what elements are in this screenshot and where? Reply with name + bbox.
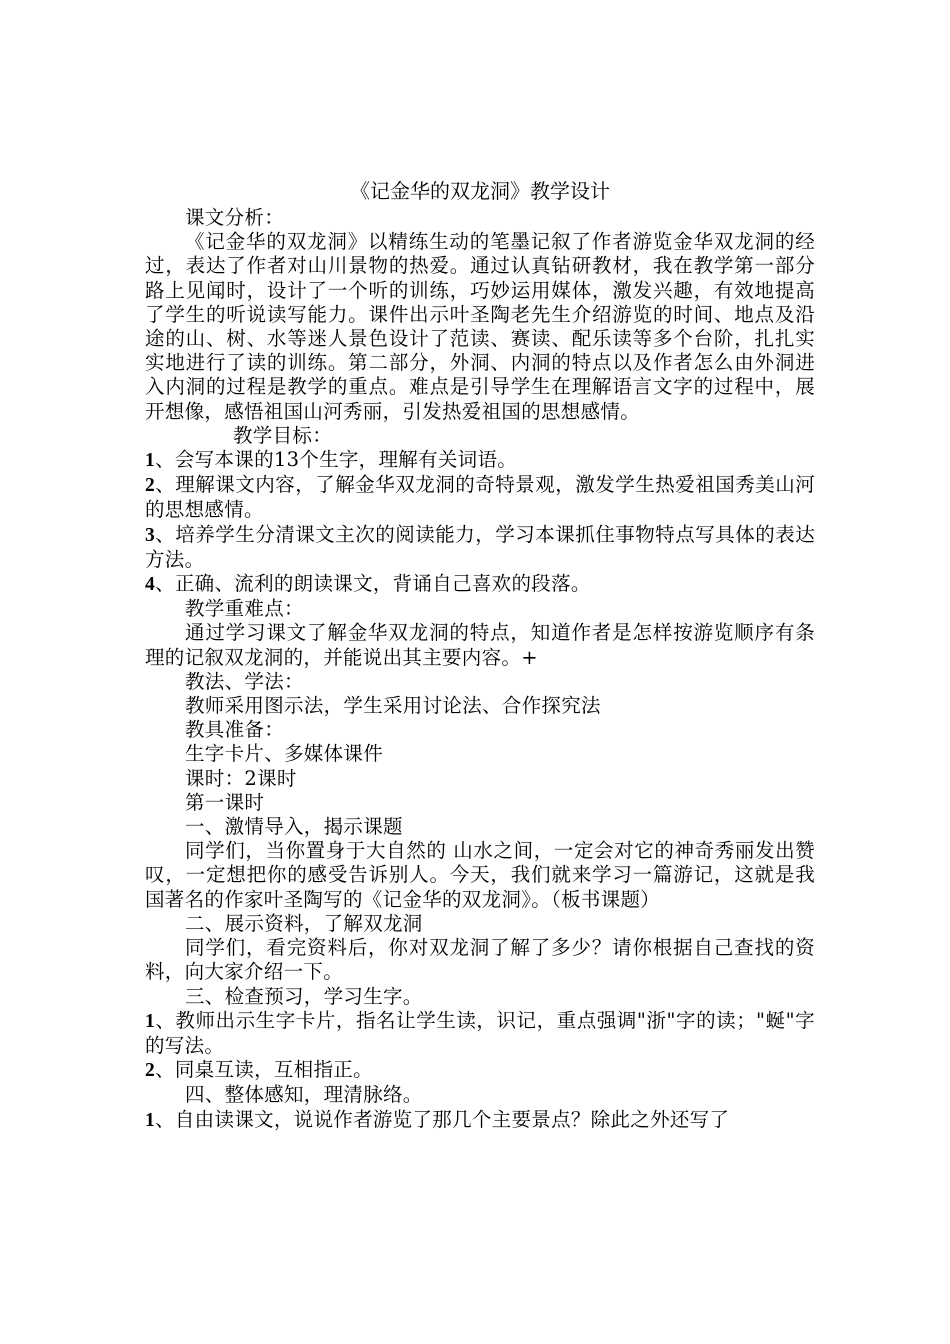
step2-heading: 二、展示资料，了解双龙洞	[185, 911, 423, 935]
tools-heading: 教具准备：	[185, 718, 285, 742]
item-text: 、培养学生分清课文主次的阅读能力，学习本课抓住事物特点写具体的表达方法。	[145, 522, 815, 571]
analysis-heading: 课文分析：	[185, 206, 285, 229]
item-text: 、教师出示生字卡片，指名让学生读，识记，重点强调"浙"字的读；"蜒"字的写法。	[145, 1008, 815, 1057]
class-hours: 课时：2课时	[185, 766, 297, 790]
lesson-title: 第一课时	[185, 790, 265, 814]
item-text: 、自由读课文，说说作者游览了那几个主要景点？除此之外还写了	[155, 1107, 730, 1131]
document-page	[145, 178, 815, 1133]
key-points-paragraph: 通过学习课文了解金华双龙洞的特点，知道作者是怎样按游览顺序有条理的记叙双龙洞的，并能说出其主要内容。+	[145, 621, 815, 669]
analysis-paragraph: 《记金华的双龙洞》以精练生动的笔墨记叙了作者游览金华双龙洞的经过，表达了作者对山川景物的热爱。通过认真钻研教材，我在教学第一部分路上见闻时，设计了一个听的训练，巧妙运用媒体，激发兴趣，有效地提高了学生的听说读写能力。课件出示叶圣陶老先生介绍游览的时间、地点及沿途的山、树、水等迷人景色设计了范读、赛读、配乐读等多个台阶，扎扎实实地进行了读的训练。第二部分，外洞、内洞的特点以及作者怎么由外洞进入内洞的过程是教学的重点。难点是引导学生在理解语言文字的过程中，展开想像，感悟祖国山河秀丽，引发热爱祖国的思想感情。	[145, 230, 815, 423]
key-points-heading: 教学重难点：	[185, 597, 304, 621]
step3-list	[145, 1009, 815, 1084]
list-item	[145, 448, 815, 473]
tools-text: 生字卡片、多媒体课件	[185, 742, 384, 766]
item-text: 、理解课文内容，了解金华双龙洞的奇特景观，激发学生热爱祖国秀美山河的思想感情。	[145, 473, 815, 522]
step2-paragraph: 同学们，看完资料后，你对双龙洞了解了多少？请你根据自己查找的资料，向大家介绍一下。	[145, 936, 815, 984]
list-item	[145, 1009, 815, 1058]
list-item	[145, 523, 815, 572]
item-number: 1	[145, 1010, 156, 1032]
goals-heading: 教学目标：	[233, 423, 333, 447]
item-text: 、同桌互读，互相指正。	[155, 1058, 373, 1082]
item-text: 、会写本课的13个生字，理解有关词语。	[155, 448, 518, 472]
item-text: 、正确、流利的朗读课文，背诵自己喜欢的段落。	[155, 572, 591, 596]
item-number: 3	[145, 524, 156, 546]
step4-list	[145, 1108, 815, 1133]
item-number: 2	[145, 475, 156, 497]
item-number: 1	[145, 1109, 156, 1131]
list-item	[145, 1108, 815, 1133]
document-title: 《记金华的双龙洞》教学设计	[350, 179, 610, 203]
step3-heading: 三、检查预习，学习生字。	[185, 984, 423, 1008]
item-number: 4	[145, 574, 156, 596]
step1-heading: 一、激情导入，揭示课题	[185, 815, 403, 839]
list-item	[145, 473, 815, 522]
item-number: 1	[145, 450, 156, 472]
list-item	[145, 572, 815, 597]
list-item	[145, 1058, 815, 1083]
method-heading: 教法、学法：	[185, 669, 304, 693]
item-number: 2	[145, 1060, 156, 1082]
step4-heading: 四、整体感知，理清脉络。	[185, 1083, 423, 1107]
goals-list	[145, 448, 815, 597]
method-text: 教师采用图示法，学生采用讨论法、合作探究法	[185, 694, 601, 718]
step1-paragraph: 同学们，当你置身于大自然的 山水之间，一定会对它的神奇秀丽发出赞叹，一定想把你的感受告诉别人。今天，我们就来学习一篇游记，这就是我国著名的作家叶圣陶写的《记金华的双龙洞》。（板书课题）	[145, 839, 815, 911]
